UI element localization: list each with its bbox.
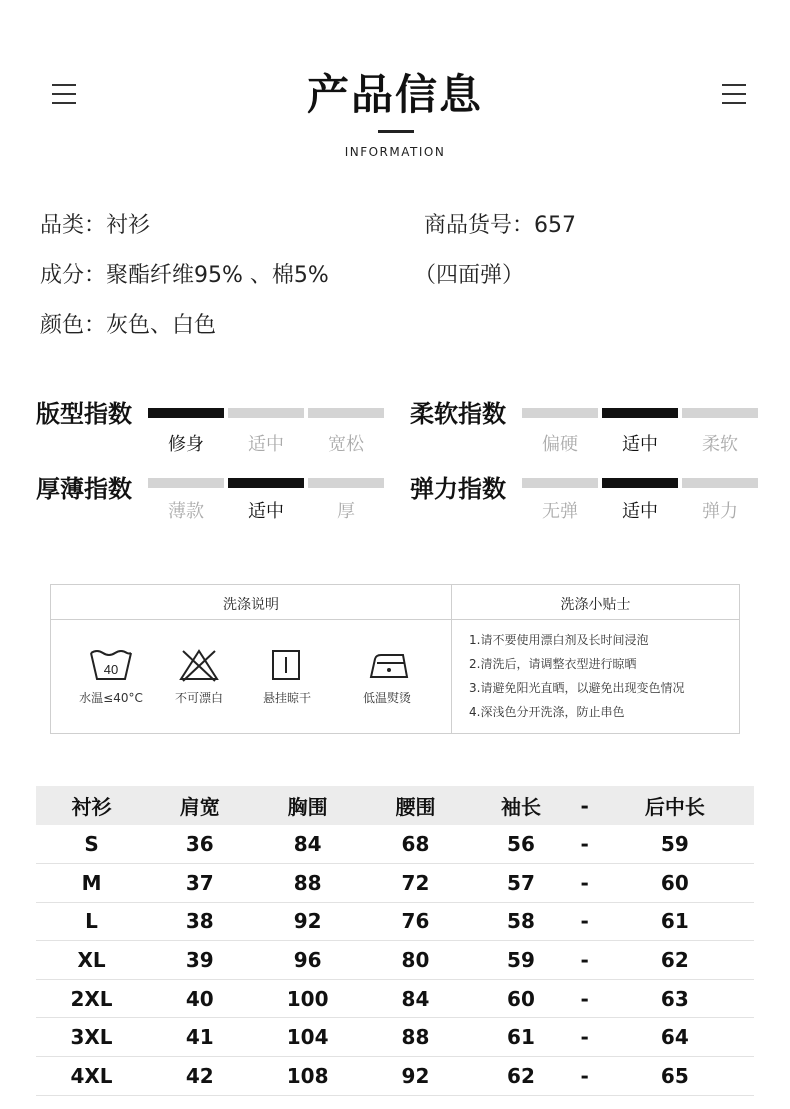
- info-composition: 成分：聚酯纤维95% 、棉5%: [40, 263, 329, 288]
- table-cell: -: [574, 902, 596, 941]
- index-segment: [602, 478, 678, 488]
- table-cell: 96: [253, 941, 363, 980]
- table-cell: 80: [363, 941, 469, 980]
- table-cell: 72: [363, 864, 469, 903]
- page-title: 产品信息: [306, 70, 483, 119]
- index-segment: [308, 478, 384, 488]
- index-option: 修身: [168, 434, 204, 455]
- care-tip: 2.清洗后，请调整衣型进行晾晒: [469, 657, 637, 671]
- table-cell: 59: [596, 825, 754, 864]
- index-label: 版型指数: [36, 400, 132, 428]
- index-segment: [308, 408, 384, 418]
- table-cell: 62: [596, 941, 754, 980]
- table-cell: 56: [468, 825, 574, 864]
- table-cell: 76: [363, 902, 469, 941]
- table-cell: 60: [468, 979, 574, 1018]
- care-tips-title: 洗涤小贴士: [560, 597, 631, 613]
- table-cell: S: [36, 825, 147, 864]
- table-cell: 88: [253, 864, 363, 903]
- column-header: 袖长: [468, 786, 574, 825]
- index-segment: [682, 478, 758, 488]
- care-tip: 4.深浅色分开洗涤，防止串色: [469, 705, 625, 719]
- table-cell: 59: [468, 941, 574, 980]
- index-segment: [228, 408, 304, 418]
- index-option: 弹力: [702, 501, 738, 522]
- table-cell: M: [36, 864, 147, 903]
- table-cell: 37: [147, 864, 253, 903]
- table-cell: -: [574, 1057, 596, 1096]
- index-option: 薄款: [168, 501, 204, 522]
- care-caption: 不可漂白: [174, 691, 223, 705]
- table-cell: 104: [253, 1018, 363, 1057]
- table-row: [36, 864, 754, 903]
- table-cell: 3XL: [36, 1018, 147, 1057]
- table-row: [36, 902, 754, 941]
- index-label: 弹力指数: [410, 475, 506, 503]
- table-cell: 36: [147, 825, 253, 864]
- table-row: [36, 941, 754, 980]
- index-segment: [522, 478, 598, 488]
- table-cell: -: [574, 864, 596, 903]
- index-label: 柔软指数: [410, 400, 506, 428]
- table-cell: 57: [468, 864, 574, 903]
- index-option: 无弹: [542, 501, 578, 522]
- table-cell: 88: [363, 1018, 469, 1057]
- index-segment: [148, 408, 224, 418]
- table-cell: -: [574, 979, 596, 1018]
- table-body: [36, 825, 754, 1095]
- index-segment: [522, 408, 598, 418]
- index-option: 适中: [248, 501, 284, 522]
- table-row: [36, 1057, 754, 1096]
- column-header: 肩宽: [147, 786, 253, 825]
- column-header: 衬衫: [36, 786, 147, 825]
- index-segment: [602, 408, 678, 418]
- low-iron-icon: [367, 647, 411, 683]
- table-cell: 61: [468, 1018, 574, 1057]
- table-cell: 84: [363, 979, 469, 1018]
- wash-40-icon: [87, 647, 135, 683]
- page-subtitle: INFORMATION: [344, 145, 446, 159]
- table-row: [36, 1018, 754, 1057]
- care-title: 洗涤说明: [223, 597, 279, 613]
- table-cell: 92: [253, 902, 363, 941]
- index-option: 宽松: [328, 434, 364, 455]
- table-cell: 100: [253, 979, 363, 1018]
- column-header: 后中长: [596, 786, 754, 825]
- table-cell: 61: [596, 902, 754, 941]
- table-cell: -: [574, 941, 596, 980]
- index-option: 偏硬: [542, 434, 578, 455]
- info-color: 颜色：灰色、白色: [40, 313, 217, 338]
- table-cell: 42: [147, 1057, 253, 1096]
- index-segment: [682, 408, 758, 418]
- table-cell: 62: [468, 1057, 574, 1096]
- table-cell: 41: [147, 1018, 253, 1057]
- table-cell: 65: [596, 1057, 754, 1096]
- table-cell: -: [574, 1018, 596, 1057]
- care-tip: 1.请不要使用漂白剂及长时间浸泡: [469, 633, 649, 647]
- index-option: 厚: [337, 501, 355, 522]
- table-cell: 58: [468, 902, 574, 941]
- table-cell: L: [36, 902, 147, 941]
- size-table: [36, 786, 754, 1096]
- info-item-number: 商品货号：657: [424, 213, 576, 238]
- info-stretch-note: （四面弹）: [414, 263, 525, 288]
- index-label: 厚薄指数: [36, 475, 132, 503]
- table-header-row: [36, 786, 754, 825]
- table-cell: 4XL: [36, 1057, 147, 1096]
- table-cell: 92: [363, 1057, 469, 1096]
- index-option: 适中: [622, 434, 658, 455]
- table-cell: 40: [147, 979, 253, 1018]
- table-cell: 68: [363, 825, 469, 864]
- index-option: 适中: [248, 434, 284, 455]
- info-category: 品类：衬衫: [40, 213, 151, 238]
- care-caption: 低温熨烫: [362, 691, 411, 705]
- table-cell: 60: [596, 864, 754, 903]
- table-cell: 39: [147, 941, 253, 980]
- svg-text:40: 40: [103, 662, 119, 677]
- care-instructions: [50, 584, 740, 734]
- table-cell: XL: [36, 941, 147, 980]
- care-tips: [469, 631, 684, 727]
- no-bleach-icon: [177, 647, 221, 683]
- title-divider: [378, 130, 414, 133]
- table-cell: 2XL: [36, 979, 147, 1018]
- table-cell: 38: [147, 902, 253, 941]
- index-segment: [228, 478, 304, 488]
- column-header: 腰围: [363, 786, 469, 825]
- index-option: 适中: [622, 501, 658, 522]
- index-segment: [148, 478, 224, 488]
- index-option: 柔软: [702, 434, 738, 455]
- hang-dry-icon: [271, 647, 303, 683]
- column-header: 胸围: [253, 786, 363, 825]
- care-divider: [51, 619, 739, 620]
- table-row: [36, 979, 754, 1018]
- table-cell: 63: [596, 979, 754, 1018]
- care-caption: 悬挂晾干: [262, 691, 311, 705]
- table-row: [36, 825, 754, 864]
- care-tip: 3.请避免阳光直晒，以避免出现变色情况: [469, 681, 685, 695]
- table-cell: 108: [253, 1057, 363, 1096]
- care-caption: 水温≤40°C: [79, 691, 143, 705]
- table-cell: 64: [596, 1018, 754, 1057]
- column-header: -: [574, 786, 596, 825]
- table-cell: -: [574, 825, 596, 864]
- table-cell: 84: [253, 825, 363, 864]
